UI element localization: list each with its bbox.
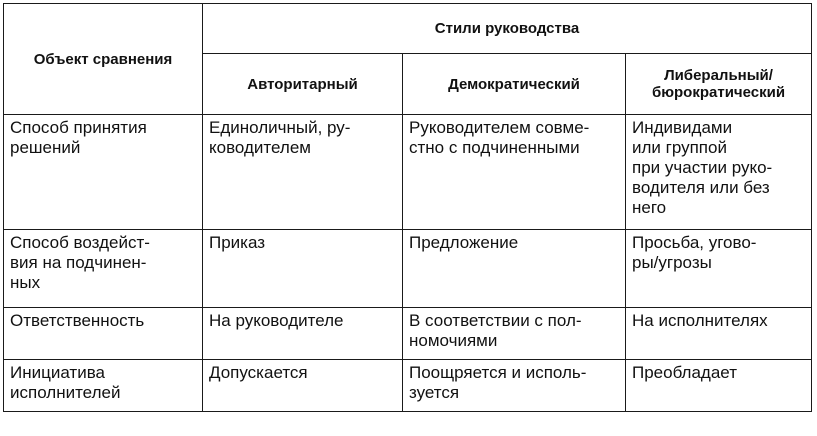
header-style-liberal: Либеральный/ бюрократический: [626, 54, 812, 115]
header-style-democratic: Демократический: [403, 54, 626, 115]
table-cell: Приказ: [203, 230, 403, 308]
table-row: [4, 360, 812, 412]
table-cell: В соответствии с пол- номочиями: [403, 308, 626, 360]
leadership-styles-table: [3, 3, 812, 412]
table-cell: Индивидами или группой при участии руко- водителя или без него: [626, 115, 812, 230]
header-object: Объект сравнения: [4, 4, 203, 115]
table-cell: На исполнителях: [626, 308, 812, 360]
table-cell: Поощряется и исполь- зуется: [403, 360, 626, 412]
table-row: [4, 308, 812, 360]
header-group: Стили руководства: [203, 4, 812, 54]
table-cell: Просьба, угово- ры/угрозы: [626, 230, 812, 308]
table-cell: Руководителем совме- стно с подчиненными: [403, 115, 626, 230]
table-cell: Преобладает: [626, 360, 812, 412]
header-row-1: [4, 4, 812, 54]
table-row: [4, 230, 812, 308]
table-cell: Допускается: [203, 360, 403, 412]
table-cell: Единоличный, ру- ководителем: [203, 115, 403, 230]
row-criterion: Инициатива исполнителей: [4, 360, 203, 412]
header-style-authoritarian: Авторитарный: [203, 54, 403, 115]
row-criterion: Способ принятия решений: [4, 115, 203, 230]
table-row: [4, 115, 812, 230]
row-criterion: Способ воздейст- вия на подчинен- ных: [4, 230, 203, 308]
table-cell: На руководителе: [203, 308, 403, 360]
table-cell: Предложение: [403, 230, 626, 308]
row-criterion: Ответственность: [4, 308, 203, 360]
